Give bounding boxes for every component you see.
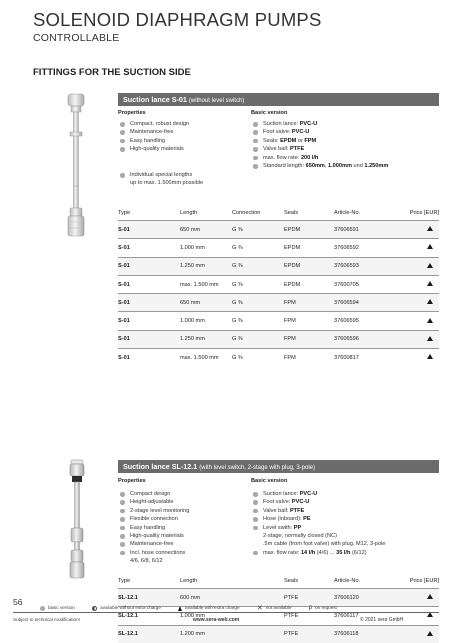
list-item: Suction lance: PVC-U xyxy=(251,120,388,128)
list-item: Suction lance: PVC-U xyxy=(251,490,386,498)
col-header-seals: Seals xyxy=(284,210,298,216)
footer-note: Subject to technical modification! xyxy=(13,617,80,622)
table-row: S-01 650 mm G ⅜ EPDM 37606591 xyxy=(118,221,439,239)
list-item: Foot valve: PVC-U xyxy=(251,498,386,506)
product-s01-name: Suction lance S-01 xyxy=(123,95,187,104)
product-sl12-heading xyxy=(118,460,439,473)
extra-charge-icon xyxy=(427,263,433,268)
legend xyxy=(40,604,353,612)
s01-properties-label: Properties xyxy=(118,110,146,116)
sl12-basic-list xyxy=(251,490,386,557)
extra-charge-icon xyxy=(427,244,433,249)
legend-extra-charge: available with extra charge xyxy=(178,605,239,610)
list-item-continuation: .5m cable (from foot valve) with plug, M12, 3-pole xyxy=(263,541,386,548)
table-row: S-01 max. 1.500 mm G ⅜ EPDM 37600705 xyxy=(118,275,439,293)
legend-not-available: ✕ not available xyxy=(256,605,292,612)
extra-charge-icon xyxy=(427,318,433,323)
footer-divider xyxy=(13,612,439,613)
legend-on-request: p on request xyxy=(308,605,337,611)
extra-charge-icon xyxy=(178,606,182,611)
list-item: Incl. hose connections xyxy=(118,549,189,557)
sl12-properties-label: Properties xyxy=(118,478,146,484)
list-item: Flexible connection xyxy=(118,515,189,523)
list-item: 2-stage level monitoring xyxy=(118,507,189,515)
list-item: Maintenance-free xyxy=(118,128,189,136)
extra-charge-icon xyxy=(427,631,433,636)
extra-charge-icon xyxy=(427,336,433,341)
legend-basic: basic version xyxy=(40,605,75,610)
s01-basic-label: Basic version xyxy=(251,110,288,116)
table-row: SL-12.1 600 mm PTFE 37606120 xyxy=(118,589,439,607)
suction-lance-sl12-image xyxy=(62,458,92,582)
sl12-basic-label: Basic version xyxy=(251,478,288,484)
col-header-price: Price [EUR] xyxy=(409,210,439,216)
no-charge-icon xyxy=(92,606,97,611)
extra-charge-icon xyxy=(427,354,433,359)
list-item: Compact, robust design xyxy=(118,120,189,128)
col-header-article: Article-No. xyxy=(334,210,361,216)
list-item: Height-adjustable xyxy=(118,498,189,506)
extra-charge-icon xyxy=(427,299,433,304)
footer-copyright: © 2021 sera GmbH xyxy=(360,617,404,623)
not-available-icon: ✕ xyxy=(256,605,263,612)
page-title: SOLENOID DIAPHRAGM PUMPS xyxy=(33,9,322,30)
suction-lance-s01-image xyxy=(58,92,94,242)
list-item: Foot valve: PVC-U xyxy=(251,128,388,136)
list-item: Standard length: 650mm, 1.000mm und 1.250mm xyxy=(251,162,388,170)
table-row: SL-12.1 1.000 mm PTFE 37606117 xyxy=(118,607,439,625)
legend-no-charge: available without extra charge xyxy=(92,605,161,610)
section-title: FITTINGS FOR THE SUCTION SIDE xyxy=(33,67,191,78)
extra-charge-icon xyxy=(427,594,433,599)
page-subtitle: CONTROLLABLE xyxy=(33,32,120,44)
on-request-icon: p xyxy=(308,605,313,611)
list-item: Individual special lengths xyxy=(118,171,203,179)
col-header-type: Type xyxy=(118,210,131,216)
list-item-continuation: 4/6, 6/8, 6/12 xyxy=(130,558,163,565)
extra-charge-icon xyxy=(427,612,433,617)
list-item: Valve ball: PTFE xyxy=(251,507,386,515)
table-row: S-01 1.250 mm G ⅜ FPM 37606596 xyxy=(118,330,439,348)
table-row: S-01 650 mm G ⅜ FPM 37606594 xyxy=(118,294,439,312)
list-item: High-quality materials xyxy=(118,532,189,540)
col-header-seals: Seals xyxy=(284,578,298,584)
col-header-price: Price [EUR] xyxy=(409,578,439,584)
list-item: Compact design xyxy=(118,490,189,498)
extra-charge-icon xyxy=(427,281,433,286)
product-sl12-note: (with level switch, 2-stage with plug, 3-pole) xyxy=(199,465,316,471)
list-item: max. flow rate: 200 l/h xyxy=(251,154,388,162)
basic-version-icon xyxy=(40,606,45,611)
col-header-type: Type xyxy=(118,578,131,584)
list-item: Valve ball: PTFE xyxy=(251,145,388,153)
table-row: S-01 1.000 mm G ⅜ FPM 37606595 xyxy=(118,312,439,330)
s01-table xyxy=(118,210,439,366)
list-item: Maintenance-free xyxy=(118,540,189,548)
page-number: 56 xyxy=(13,597,23,607)
list-item-continuation: up to max. 1.500mm possible xyxy=(130,180,204,187)
list-item: Easy handling xyxy=(118,137,189,145)
table-row: SL-12.1 1.200 mm PTFE 37606118 xyxy=(118,625,439,643)
table-row: S-01 1.000 mm G ⅜ EPDM 37606592 xyxy=(118,239,439,257)
list-item-continuation: 2-stage, normally closed (NC) xyxy=(263,532,337,539)
list-item: Seals: EPDM or FPM xyxy=(251,137,388,145)
col-header-connection: Connection xyxy=(232,210,261,216)
list-item: High-quality materials xyxy=(118,145,189,153)
table-row: S-01 1.250 mm G ⅜ EPDM 37606593 xyxy=(118,257,439,275)
col-header-length: Length xyxy=(180,578,198,584)
col-header-length: Length xyxy=(180,210,198,216)
footer-website[interactable]: www.sera-web.com xyxy=(193,617,240,623)
list-item: Hose (inboard): PE xyxy=(251,515,386,523)
col-header-article: Article-No. xyxy=(334,578,361,584)
list-item: Easy handling xyxy=(118,524,189,532)
list-item: max. flow rate: 14 l/h (4/6) ... 35 l/h (6/12) xyxy=(251,549,386,557)
list-item: Level swith: PP xyxy=(251,524,386,532)
table-row: S-01 max. 1.500 mm G ⅜ FPM 37600817 xyxy=(118,349,439,367)
product-s01-note: (without level switch) xyxy=(188,98,245,104)
sl12-properties-list xyxy=(118,490,189,566)
s01-properties-list xyxy=(118,120,189,154)
s01-basic-list xyxy=(251,120,388,170)
s01-extra-property xyxy=(118,171,203,188)
product-sl12-name: Suction lance SL-12.1 xyxy=(123,462,198,471)
product-s01-heading xyxy=(118,93,439,106)
extra-charge-icon xyxy=(427,226,433,231)
